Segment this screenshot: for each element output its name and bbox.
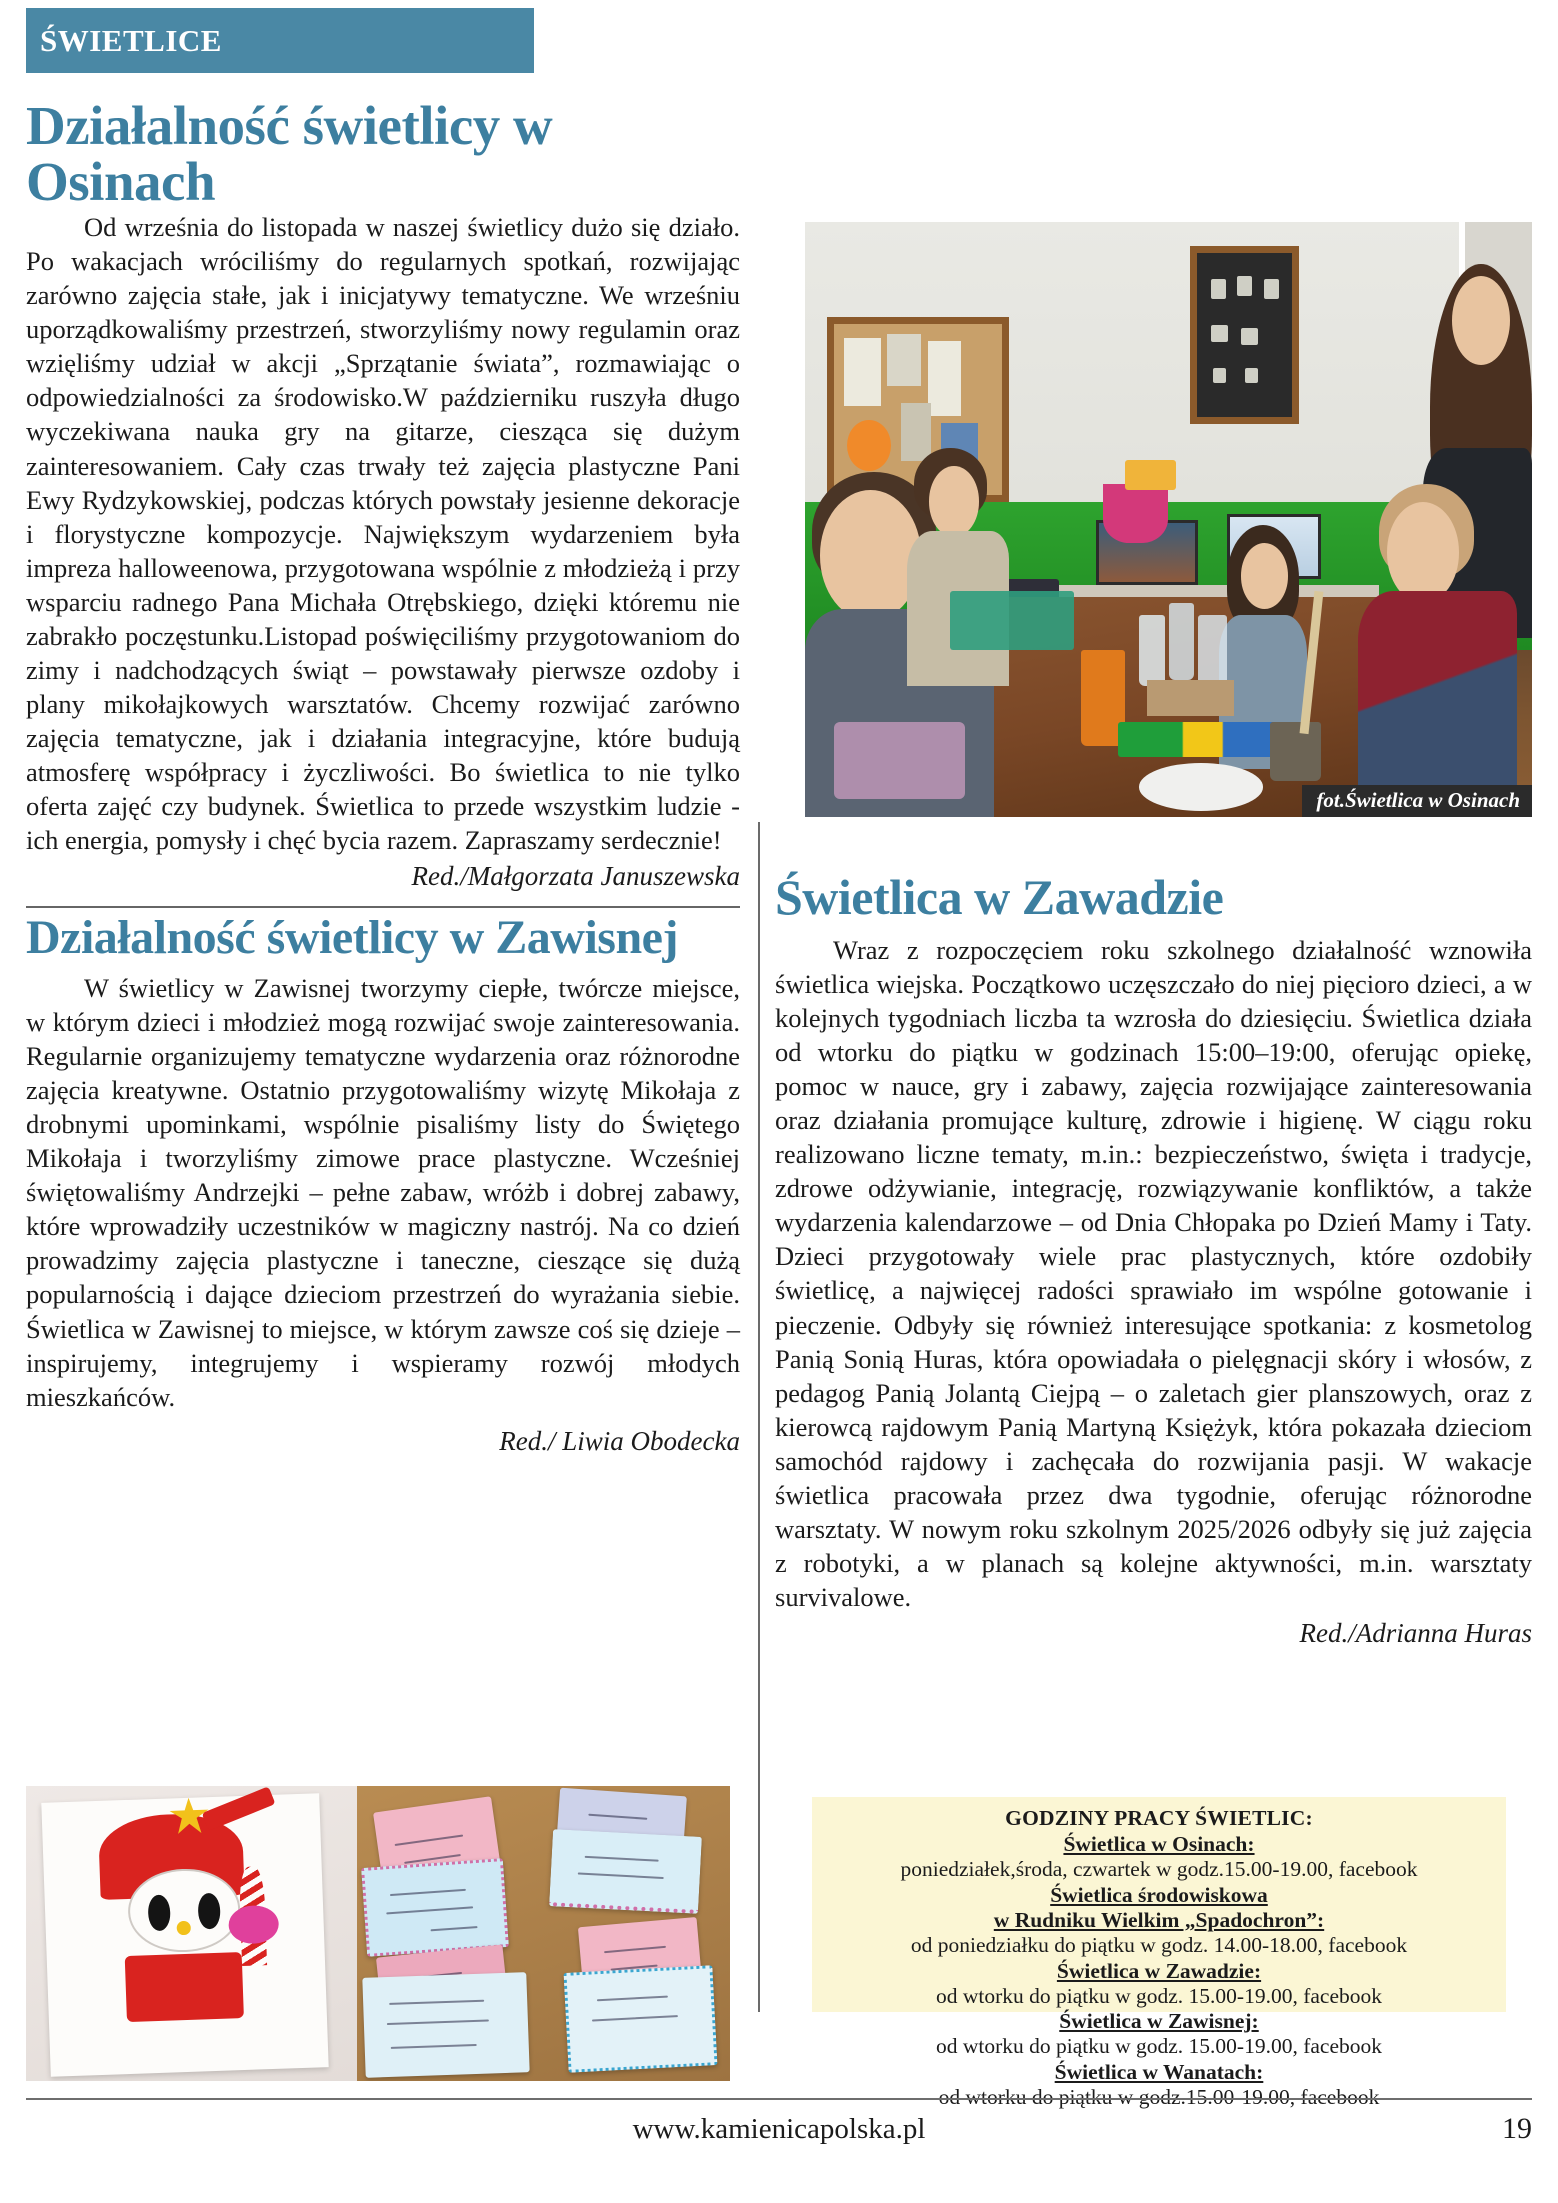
venue-hours-zawisna: od wtorku do piątku w godz. 15.00-19.00, facebook bbox=[935, 2034, 1383, 2059]
painted-paper-strips bbox=[1118, 722, 1278, 758]
venue-name-zawadzie: Świetlica w Zawadzie: bbox=[1056, 1958, 1262, 1983]
headline-zawisna: Działalność świetlicy w Zawisnej bbox=[26, 911, 678, 965]
person-body bbox=[1358, 591, 1518, 817]
article-body-osiny-text: Od września do listopada w naszej świetlicy dużo się działo. Po wakacjach wróciliśmy do regularnych spotkań, rozwijając zarówno zajęcia stałe, jak i inicjatywy tematyczne. We wrześniu uporządkowaliśmy przestrzeń, stworzyliśmy nowy regulamin oraz wzięliśmy udział w akcji „Sprzątanie świata”, rozmawiając o odpowiedzialności za środowisko.W październiku ruszyła długo wyczekiwana nauka gry na gitarze, ciesząca się dużym zainteresowaniem. Cały czas trwały też zajęcia plastyczne Pani Ewy Rydzykowskiej, podczas których powstały jesienne dekoracje i florystyczne kompozycje. Największym wydarzeniem była impreza halloweenowa, przygotowana wspólnie z młodzieżą i przy wsparciu radnego Pana Michała Otrębskiego, dzięki któremu nie zabrakło poczęstunku.Listopad poświęciliśmy przygotowaniom do zimy i nadchodzących świąt – powstawały pierwsze ozdoby i plany mikołajkowych warsztatów. Chcemy rozwijać zarówno zajęcia tematyczne, jak i działania integracyjne, które budują atmosferę współpracy i życzliwości. Bo świetlica to nie tylko oferta zajęć czy budynek. Świetlica to przede wszystkim ludzie - ich energia, pomysły i chęć bycia razem. Zapraszamy serdecznie! bbox=[26, 212, 740, 856]
left-column bbox=[26, 84, 740, 1457]
glass-bottle bbox=[1169, 603, 1194, 680]
glass-bottle bbox=[1198, 615, 1227, 686]
photo-letters-side bbox=[357, 1786, 730, 2081]
red-streak bbox=[202, 1786, 276, 1831]
footer-rule bbox=[26, 2098, 1532, 2100]
photo-zawisna bbox=[26, 1786, 730, 2081]
article-body-zawadzie-text: Wraz z rozpoczęciem roku szkolnego działalność wznowiła świetlica wiejska. Początkowo uczęszczało do niej pięcioro dzieci, a w kolejnych tygodniach liczba ta wzrosła do dziesięciu. Świetlica działa od wtorku do piątku w godzinach 15:00–19:00, oferując opiekę, pomoc w nauce, gry i zabawy, zajęcia rozwijające zainteresowania oraz działania promujące kulturę, zdrowie i higienę. W ciągu roku realizowano liczne tematy, m.in.: bezpieczeństwo, święta i tradycje, zdrowe odżywianie, integrację, rozwiązywanie konfliktów, a także wydarzenia kalendarzowe – od Dnia Chłopaka po Dzień Mamy i Taty. Dzieci przygotowały wiele prac plastycznych, które ozdobiły świetlicę, a najwięcej radości sprawiało im wspólne gotowanie i pieczenie. Odbyły się również interesujące spotkania: z kosmetolog Panią Sonią Huras, która opowiadała o pielęgnacji skóry i włosów, z pedagog Panią Jolantą Ciejpą – o zaletach gier planszowych, oraz z kierowcą rajdowym Panią Martyną Księżyk, która pokazała dzieciom samochód rajdowy i zachęcała do rozwijania pasji. W wakacje świetlica pracowała przez dwa tygodnie, oferując różnorodne warsztaty. W nowym roku szkolnym 2025/2026 odbyły się już zajęcia z robotyki, a w planach są kolejne aktywności, m.in. warsztaty survivalowe. bbox=[775, 935, 1532, 1612]
pink-bow bbox=[228, 1904, 279, 1944]
article-separator-rule bbox=[26, 906, 740, 908]
section-banner bbox=[26, 8, 534, 73]
letter-envelope bbox=[361, 1858, 509, 1956]
venue-hours-zawadzie: od wtorku do piątku w godz. 15.00-19.00, facebook bbox=[935, 1983, 1383, 2008]
venue-name-zawisna: Świetlica w Zawisnej: bbox=[1059, 2009, 1259, 2034]
venue-name-wanaty: Świetlica w Wanatach: bbox=[1054, 2060, 1264, 2085]
venue-hours-rudnik: od poniedziałku do piątku w godz. 14.00-18.00, facebook bbox=[910, 1933, 1408, 1957]
section-banner-label: ŚWIETLICE bbox=[40, 22, 222, 58]
venue-name-osiny: Świetlica w Osinach: bbox=[1063, 1832, 1255, 1856]
photo-drawing-side bbox=[26, 1786, 357, 2081]
childrens-drawing bbox=[41, 1793, 328, 2077]
person-head bbox=[1387, 502, 1460, 603]
person-head bbox=[1241, 543, 1288, 608]
green-basket bbox=[950, 591, 1074, 651]
page-footer bbox=[26, 2112, 1532, 2146]
headline-osiny: Działalność świetlicy w Osinach bbox=[26, 95, 553, 213]
santa-coat bbox=[124, 1952, 243, 2022]
article-body-osiny bbox=[26, 210, 740, 857]
byline-zawadzie: Red./Adrianna Huras bbox=[1299, 1617, 1532, 1648]
hoodie-print bbox=[834, 722, 965, 799]
photo-caption-osiny: fot.Świetlica w Osinach bbox=[1302, 785, 1532, 817]
ceramic-mug bbox=[1270, 722, 1321, 782]
venue-hours-wanaty: od wtorku do piątku w godz.15.00-19.00, facebook bbox=[938, 2085, 1380, 2110]
wall-cabinet-icon bbox=[1190, 246, 1299, 425]
opening-hours-title: GODZINY PRACY ŚWIETLIC: bbox=[1005, 1806, 1313, 1830]
byline-osiny: Red./Małgorzata Januszewska bbox=[411, 861, 740, 892]
pink-bowl bbox=[1103, 484, 1168, 544]
article-body-zawadzie bbox=[775, 933, 1532, 1614]
photo-osiny bbox=[805, 222, 1532, 817]
character-nose bbox=[176, 1921, 190, 1935]
cardboard-tubes bbox=[1147, 680, 1234, 716]
letter-envelope bbox=[549, 1829, 702, 1913]
headline-zawadzie: Świetlica w Zawadzie bbox=[775, 869, 1224, 925]
glass-bottle bbox=[1139, 615, 1164, 686]
paint-palette bbox=[1139, 763, 1263, 811]
venue-name-rudnik-line2: w Rudniku Wielkim „Spadochron”: bbox=[993, 1907, 1325, 1932]
article-body-zawisna-text: W świetlicy w Zawisnej tworzymy ciepłe, twórcze miejsce, w którym dzieci i młodzież mogą rozwijać swoje zainteresowania. Regularnie organizujemy tematyczne wydarzenia oraz różnorodne zajęcia kreatywne. Ostatnio przygotowaliśmy wizytę Mikołaja z drobnymi upominkami, wspólnie pisaliśmy listy do Świętego Mikołaja i tworzyliśmy zimowe prace plastyczne. Wcześniej świętowaliśmy Andrzejki – pełne zabaw, wróżb i dobrej zabawy, które wprowadziły uczestników w magiczny nastrój. Na co dzień prowadzimy zajęcia plastyczne i taneczne, cieszące się dużą popularnością i dające dzieciom przestrzeń do wyrażania siebie. Świetlica w Zawisnej to miejsce, w którym zawsze coś się dzieje – inspirujemy, integrujemy i wspieramy rozwój młodych mieszkańców. bbox=[26, 973, 740, 1412]
page-number: 19 bbox=[1502, 2112, 1532, 2145]
letter-envelope bbox=[363, 1972, 531, 2078]
venue-hours-osiny: poniedziałek,środa, czwartek w godz.15.00-19.00, facebook bbox=[900, 1857, 1418, 1882]
column-divider bbox=[758, 822, 760, 2012]
article-body-zawisna bbox=[26, 971, 740, 1414]
person-head bbox=[1452, 276, 1510, 365]
footer-website-url[interactable]: www.kamienicapolska.pl bbox=[632, 2113, 926, 2145]
letter-envelope bbox=[563, 1965, 717, 2073]
byline-zawisna: Red./ Liwia Obodecka bbox=[499, 1425, 740, 1456]
venue-name-rudnik-line1: Świetlica środowiskowa bbox=[1050, 1882, 1268, 1907]
snack-bowl bbox=[1125, 460, 1176, 490]
opening-hours-box bbox=[812, 1797, 1506, 2110]
